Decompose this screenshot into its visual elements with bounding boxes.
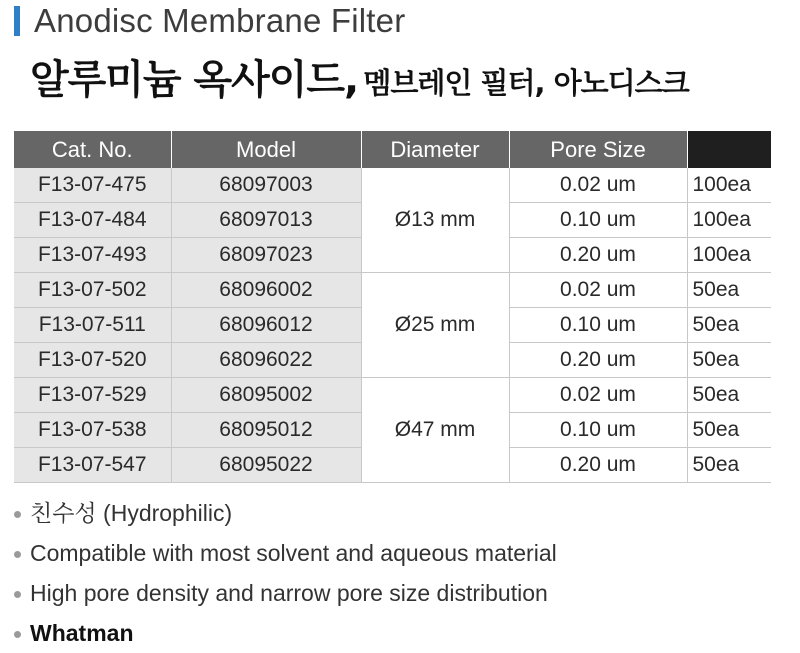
pore-size-cell: 0.02 um — [509, 378, 687, 413]
quantity-cell: 100ea — [687, 168, 771, 203]
bullet-dot-icon — [14, 631, 21, 638]
cat-no-cell: F13-07-484 — [14, 203, 171, 238]
feature-text: High pore density and narrow pore size distribution — [30, 580, 548, 606]
header-model: Model — [171, 131, 361, 168]
feature-item — [14, 573, 557, 613]
header-cat-no: Cat. No. — [14, 131, 171, 168]
korean-title — [30, 48, 689, 105]
bullet-dot-icon — [14, 511, 21, 518]
table-row — [14, 168, 771, 203]
header-diameter: Diameter — [361, 131, 509, 168]
quantity-cell: 50ea — [687, 308, 771, 343]
korean-title-main: 알루미늄 옥사이드, — [30, 57, 359, 103]
english-title-text: Anodisc Membrane Filter — [34, 2, 406, 39]
quantity-cell: 100ea — [687, 238, 771, 273]
header-quantity — [687, 131, 771, 168]
model-cell: 68095012 — [171, 413, 361, 448]
brand-name: Whatman — [30, 620, 134, 646]
feature-item — [14, 533, 557, 573]
model-cell: 68097023 — [171, 238, 361, 273]
model-cell: 68096012 — [171, 308, 361, 343]
cat-no-cell: F13-07-511 — [14, 308, 171, 343]
model-cell: 68095002 — [171, 378, 361, 413]
table-row — [14, 378, 771, 413]
table-row — [14, 273, 771, 308]
diameter-cell: Ø47 mm — [361, 378, 509, 483]
model-cell: 68096022 — [171, 343, 361, 378]
pore-size-cell: 0.10 um — [509, 413, 687, 448]
diameter-cell: Ø13 mm — [361, 168, 509, 273]
model-cell: 68097003 — [171, 168, 361, 203]
feature-text: 친수성 (Hydrophilic) — [30, 500, 233, 526]
english-title — [14, 4, 405, 38]
model-cell: 68095022 — [171, 448, 361, 483]
korean-title-sub: 멤브레인 필터, 아노디스크 — [363, 66, 689, 100]
feature-text: Compatible with most solvent and aqueous material — [30, 540, 557, 566]
bullet-dot-icon — [14, 591, 21, 598]
diameter-cell: Ø25 mm — [361, 273, 509, 378]
table-body — [14, 168, 771, 483]
bullet-dot-icon — [14, 551, 21, 558]
cat-no-cell: F13-07-502 — [14, 273, 171, 308]
model-cell: 68097013 — [171, 203, 361, 238]
pore-size-cell: 0.10 um — [509, 203, 687, 238]
pore-size-cell: 0.02 um — [509, 168, 687, 203]
cat-no-cell: F13-07-538 — [14, 413, 171, 448]
pore-size-cell: 0.02 um — [509, 273, 687, 308]
title-accent-bar — [14, 6, 20, 36]
quantity-cell: 50ea — [687, 343, 771, 378]
quantity-cell: 50ea — [687, 273, 771, 308]
feature-list — [14, 493, 557, 653]
product-table — [14, 131, 771, 483]
pore-size-cell: 0.10 um — [509, 308, 687, 343]
cat-no-cell: F13-07-475 — [14, 168, 171, 203]
model-cell: 68096002 — [171, 273, 361, 308]
pore-size-cell: 0.20 um — [509, 238, 687, 273]
table-header-row — [14, 131, 771, 168]
feature-item — [14, 493, 557, 533]
cat-no-cell: F13-07-529 — [14, 378, 171, 413]
quantity-cell: 50ea — [687, 448, 771, 483]
quantity-cell: 50ea — [687, 378, 771, 413]
brand-item — [14, 613, 557, 653]
cat-no-cell: F13-07-547 — [14, 448, 171, 483]
quantity-cell: 100ea — [687, 203, 771, 238]
quantity-cell: 50ea — [687, 413, 771, 448]
cat-no-cell: F13-07-520 — [14, 343, 171, 378]
pore-size-cell: 0.20 um — [509, 448, 687, 483]
pore-size-cell: 0.20 um — [509, 343, 687, 378]
header-pore-size: Pore Size — [509, 131, 687, 168]
cat-no-cell: F13-07-493 — [14, 238, 171, 273]
